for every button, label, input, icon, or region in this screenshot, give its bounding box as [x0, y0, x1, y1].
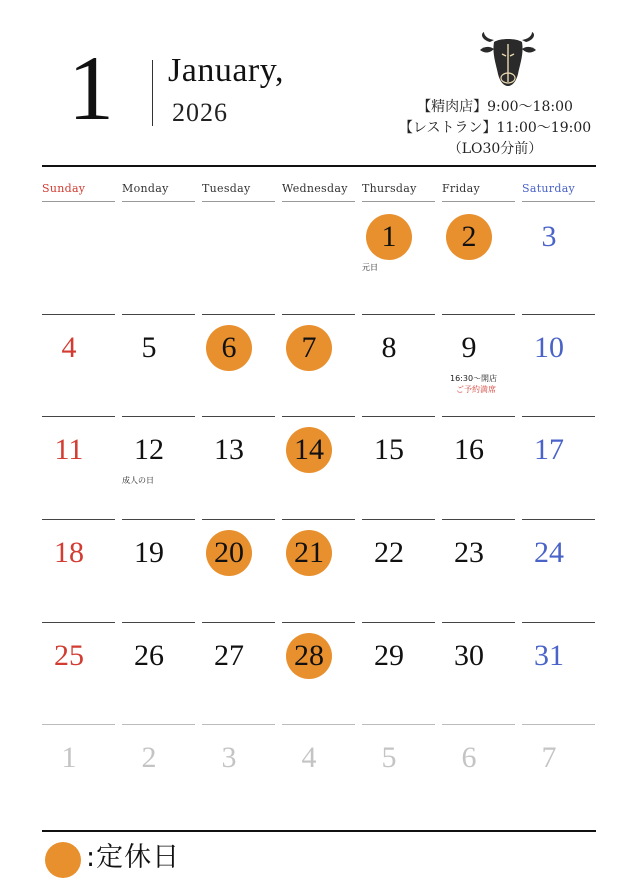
day-cell-top-line: [202, 519, 275, 520]
day-number: 18: [54, 536, 84, 569]
day-number: 10: [534, 331, 564, 364]
weekday-underline: [442, 201, 515, 202]
day-number: 29: [374, 639, 404, 672]
day-cell-top-line: [122, 416, 195, 417]
day-number: 17: [534, 433, 564, 466]
weekday-label-thursday: Thursday: [362, 182, 417, 195]
header-divider: [152, 60, 153, 126]
day-cell-top-line: [522, 724, 595, 725]
day-number: 2: [461, 220, 477, 253]
top-rule: [42, 165, 596, 167]
day-number: 15: [374, 433, 404, 466]
day-number: 25: [54, 639, 84, 672]
day-number: 23: [454, 536, 484, 569]
day-number: 16: [454, 433, 484, 466]
next-month-day-number: 2: [141, 741, 157, 774]
day-cell-top-line: [442, 314, 515, 315]
day-number: 14: [294, 433, 324, 466]
day-number: 12: [134, 433, 164, 466]
day-number: 7: [301, 331, 317, 364]
weekday-label-wednesday: Wednesday: [282, 182, 348, 195]
day-cell-top-line: [442, 622, 515, 623]
day-cell-top-line: [202, 314, 275, 315]
day-cell-top-line: [42, 622, 115, 623]
day-cell-top-line: [122, 622, 195, 623]
day-number: 24: [534, 536, 564, 569]
day-note: 元日: [362, 263, 378, 272]
day-cell-top-line: [442, 519, 515, 520]
day-cell-top-line: [362, 519, 435, 520]
weekday-underline: [282, 201, 355, 202]
day-number: 31: [534, 639, 564, 672]
day-number: 30: [454, 639, 484, 672]
month-number: 1: [68, 37, 114, 139]
day-number: 6: [221, 331, 237, 364]
restaurant-hours: 【レストラン】11:00〜19:00: [398, 120, 592, 136]
day-cell-top-line: [282, 314, 355, 315]
day-cell-top-line: [122, 724, 195, 725]
day-number: 20: [214, 536, 244, 569]
day-cell-top-line: [282, 724, 355, 725]
next-month-day-number: 3: [221, 741, 237, 774]
day-number: 19: [134, 536, 164, 569]
day-number: 11: [54, 433, 84, 466]
day-cell-top-line: [42, 416, 115, 417]
day-number: 5: [141, 331, 157, 364]
day-cell-top-line: [522, 416, 595, 417]
weekday-label-sunday: Sunday: [42, 182, 86, 195]
day-number: 21: [294, 536, 324, 569]
day-number: 8: [381, 331, 397, 364]
weekday-underline: [362, 201, 435, 202]
day-cell-top-line: [122, 519, 195, 520]
day-cell-top-line: [42, 314, 115, 315]
day-number: 26: [134, 639, 164, 672]
last-order-note: （LO30分前）: [447, 141, 543, 157]
day-cell-top-line: [362, 622, 435, 623]
next-month-day-number: 7: [541, 741, 557, 774]
day-cell-top-line: [202, 622, 275, 623]
day-cell-top-line: [202, 724, 275, 725]
day-cell-top-line: [282, 519, 355, 520]
next-month-day-number: 6: [461, 741, 477, 774]
next-month-day-number: 1: [61, 741, 77, 774]
day-cell-top-line: [522, 622, 595, 623]
weekday-label-monday: Monday: [122, 182, 169, 195]
day-cell-top-line: [442, 724, 515, 725]
day-number: 4: [61, 331, 77, 364]
butcher-hours: 【精肉店】9:00〜18:00: [417, 99, 573, 115]
weekday-label-friday: Friday: [442, 182, 481, 195]
weekday-label-tuesday: Tuesday: [202, 182, 251, 195]
day-cell-top-line: [362, 724, 435, 725]
weekday-underline: [202, 201, 275, 202]
weekday-underline: [42, 201, 115, 202]
year-label: 2026: [172, 98, 228, 127]
day-note: 成人の日: [122, 476, 154, 485]
weekday-underline: [522, 201, 595, 202]
day-cell-top-line: [282, 622, 355, 623]
day-number: 13: [214, 433, 244, 466]
day-number: 27: [214, 639, 244, 672]
reservation-full-note: ご予約満席: [456, 385, 496, 394]
day-number: 1: [381, 220, 397, 253]
day-cell-top-line: [42, 724, 115, 725]
month-name: January,: [168, 52, 285, 89]
day-cell-top-line: [522, 519, 595, 520]
legend-label: :定休日: [86, 842, 181, 873]
day-cell-top-line: [282, 416, 355, 417]
bottom-rule: [42, 830, 596, 832]
day-number: 22: [374, 536, 404, 569]
day-cell-top-line: [42, 519, 115, 520]
day-cell-top-line: [202, 416, 275, 417]
day-cell-top-line: [522, 314, 595, 315]
day-cell-top-line: [442, 416, 515, 417]
day-number: 28: [294, 639, 324, 672]
next-month-day-number: 4: [301, 741, 317, 774]
day-cell-top-line: [362, 314, 435, 315]
day-note: 16:30〜開店: [450, 374, 498, 383]
day-number: 9: [461, 331, 477, 364]
next-month-day-number: 5: [381, 741, 397, 774]
day-number: 3: [541, 220, 557, 253]
weekday-underline: [122, 201, 195, 202]
weekday-label-saturday: Saturday: [522, 182, 576, 195]
day-cell-top-line: [122, 314, 195, 315]
cow-head-icon: [476, 30, 540, 88]
day-cell-top-line: [362, 416, 435, 417]
business-hours: [380, 97, 610, 160]
orange-dot-icon: [45, 842, 81, 878]
